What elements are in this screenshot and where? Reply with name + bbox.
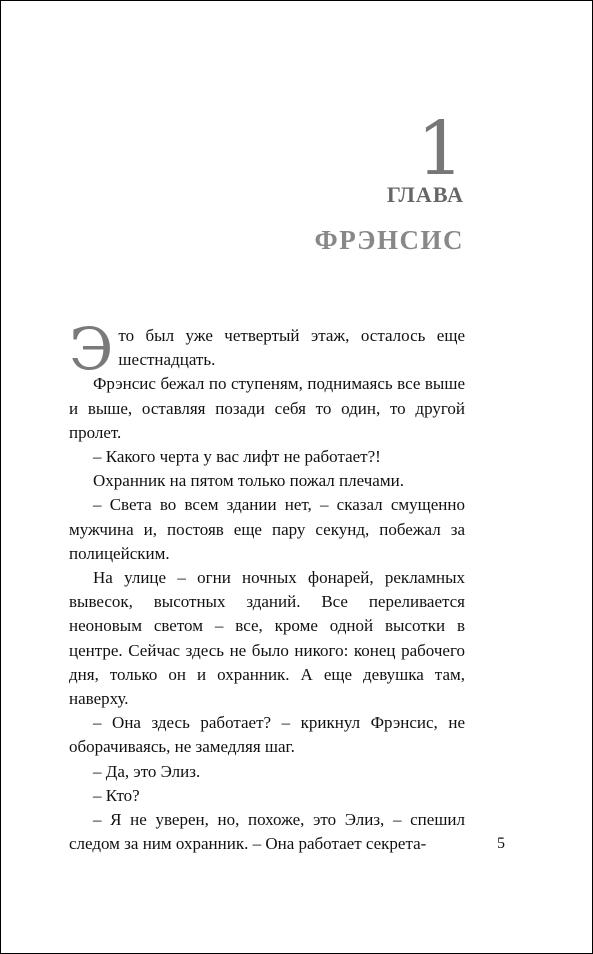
- paragraph-10: – Я не уверен, но, похоже, это Элиз, – спешил следом за ним охранник. – Она работает секрета-: [69, 810, 465, 854]
- paragraph-7: – Она здесь работает? – крикнул Фрэнсис, не оборачиваясь, не замедляя шаг.: [69, 713, 465, 757]
- paragraph-3: – Какого черта у вас лифт не работает?!: [93, 447, 381, 467]
- chapter-title: ФРЭНСИС: [314, 225, 464, 255]
- chapter-label: ГЛАВА: [386, 182, 464, 207]
- paragraph-2: Фрэнсис бежал по ступеням, поднимаясь все выше и выше, оставляя позади себя то один, то другой пролет.: [69, 374, 465, 442]
- page-number: 5: [497, 835, 505, 852]
- paragraph-1-text: то был уже четвертый этаж, осталось еще шестнадцать.: [118, 326, 465, 370]
- chapter-body: [69, 315, 465, 856]
- chapter-number: 1: [416, 106, 464, 192]
- paragraph-5: – Света во всем здании нет, – сказал смущенно мужчина и, постояв еще пару секунд, побежал за полицейским.: [69, 495, 465, 563]
- drop-cap: Э: [69, 315, 114, 383]
- paragraph-8: – Да, это Элиз.: [93, 761, 201, 781]
- paragraph-4: Охранник на пятом только пожал плечами.: [93, 471, 404, 491]
- paragraph-6: На улице – огни ночных фонарей, рекламных вывесок, высотных зданий. Все переливается неоновым светом – все, кроме одной высотки в центре. Сейчас здесь не было никого: конец рабочего дня, только он и охранник. А еще девушка там, наверху.: [69, 568, 465, 709]
- paragraph-1: [69, 315, 465, 383]
- paragraph-9: – Кто?: [93, 785, 140, 805]
